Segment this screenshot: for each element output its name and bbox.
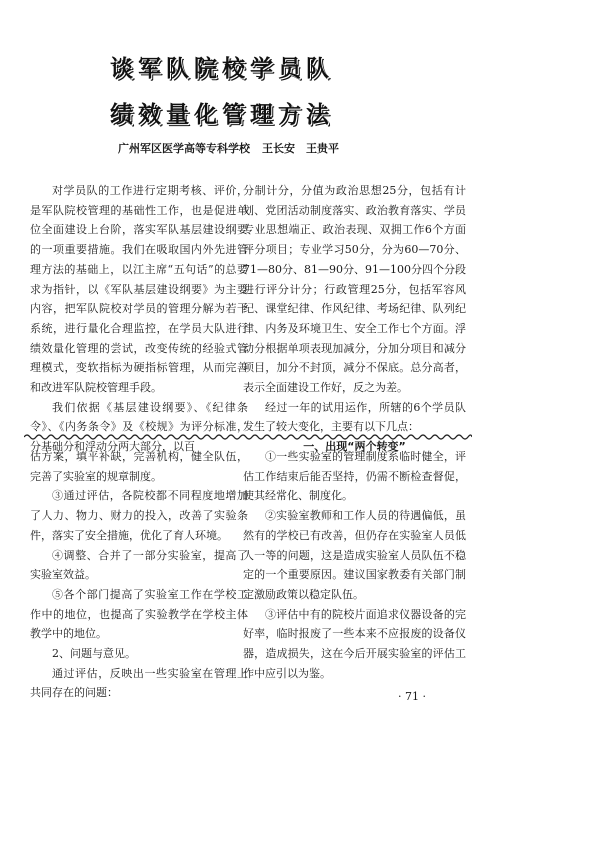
column-bottom-right	[243, 447, 466, 683]
wavy-divider	[24, 433, 472, 441]
section-heading: 一、出现“两个转变”	[303, 440, 406, 454]
paragraph: ③评估中有的院校片面追求仪器设备的完好率，临时报废了一些本来不应报废的设备仪器，造成损失，这在今后开展实验室的评估工作中应引以为鉴。	[243, 607, 466, 680]
paragraph: 估方案，填平补缺，完善机构，健全队伍，完善了实验室的规章制度。	[30, 450, 248, 483]
article-title-line-1: 谈军队院校学员队	[110, 56, 334, 82]
column-top-left	[30, 181, 248, 457]
authors: 王长安 王贵平	[262, 142, 339, 155]
column-bottom-left	[30, 447, 248, 703]
paragraph: ③通过评估，各院校都不同程度地增加了人力、物力、财力的投入，改善了实验条件，落实了安全措施，优化了育人环境。	[30, 489, 248, 542]
paragraph: 对学员队的工作进行定期考核、评价，是军队院校管理的基础性工作，也是促进单位全面建设上台阶，落实军队基层建设纲要的一项重要措施。我们在吸取国内外先进管理方法的基础上，以江主席“五句话”的总要求为指针，以《军队基层建设纲要》为主要内容，把军队院校对学员的管理分解为若干系统，进行量化合理监控，在学员大队进行绩效量化管理的尝试，改变传统的经验式管理模式，变软指标为硬指标管理，从而完善和改进军队院校管理手段。	[30, 184, 248, 395]
paragraph: 我们依据《基层建设纲要》、《纪律条令》、《内务条令》及《校规》为评分标准，分基础分和浮动分两大部分，以百	[30, 400, 248, 454]
institution: 广州军区医学高等专科学校	[118, 142, 250, 155]
paragraph: 通过评估，反映出一些实验室在管理上共同存在的问题：	[30, 666, 248, 700]
byline	[118, 140, 339, 156]
paragraph: ④调整、合并了一部分实验室，提高了实验室效益。	[30, 548, 248, 582]
paragraph: ①一些实验室的管理制度系临时健全，评估工作结束后能否坚持，仍需不断检查督促，使其经常化、制度化。	[243, 450, 466, 503]
paragraph: ⑤各个部门提高了实验室工作在学校工作中的地位，也提高了实验教学在学校主体教学中的地位。	[30, 587, 248, 641]
article-title-line-2: 绩效量化管理方法	[110, 102, 334, 128]
page-number: · 71 ·	[398, 690, 426, 703]
paragraph: 2、问题与意见。	[52, 647, 136, 661]
paragraph: 经过一年的试用运作，所辖的6个学员队发生了较大变化，主要有以下几点：	[243, 400, 466, 434]
paragraph: 分制计分，分值为政治思想25分，包括有计划、党团活动制度落实、政治教育落实、学员专业思想端正、政治表现、双拥工作6个方面评分项目；专业学习50分，分为60—70分、71—80分、81—90分、91—100分四个分段进行评分计分；行政管理25分，包括军容风纪、课堂纪律、作风纪律、考场纪律、队列纪律、内务及环境卫生、安全工作七个方面。浮动分根据单项表现加减分，分加分项目和减分项目，加分不封顶，减分不保底。总分高者，表示全面建设工作好，反之为差。	[243, 184, 466, 395]
paragraph: ②实验室教师和工作人员的待遇偏低，虽然有的学校已有改善，但仍存在实验室人员低人一等的问题，这是造成实验室人员队伍不稳定的一个重要原因。建议国家教委有关部门制定激励政策以稳定队伍。	[243, 509, 466, 601]
column-top-right	[243, 181, 466, 457]
